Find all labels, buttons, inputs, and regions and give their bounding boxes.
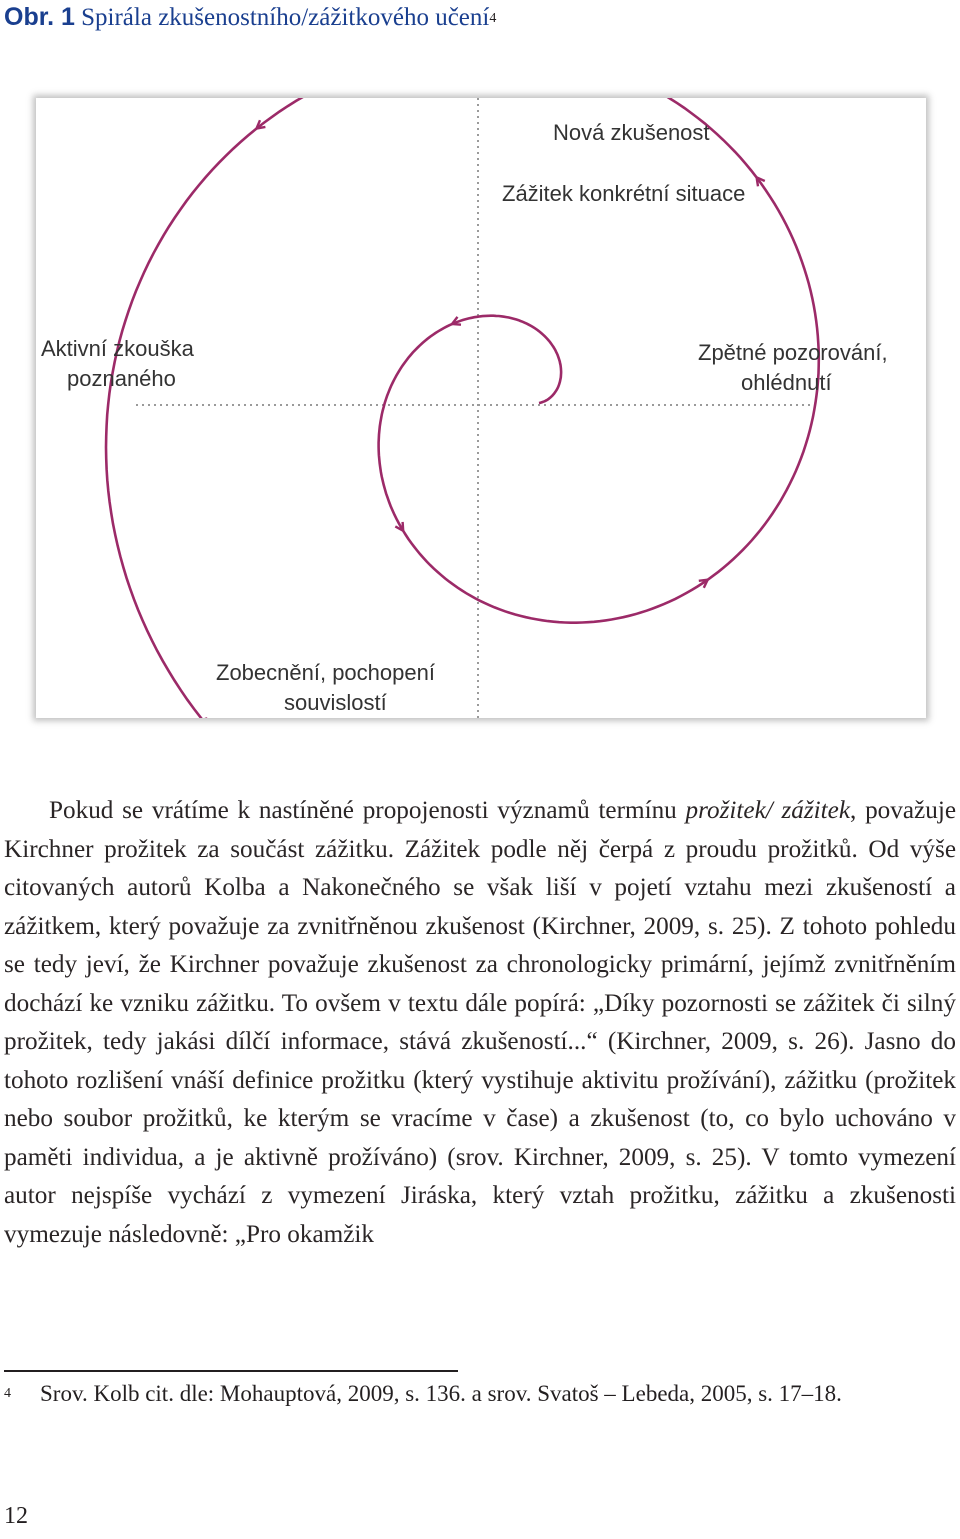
- page-number: 12: [4, 1503, 28, 1529]
- emphasis-term: prožitek/ zážitek: [685, 797, 851, 824]
- figure-caption: [4, 0, 496, 35]
- label-concrete-experience: Zážitek konkrétní situace: [502, 181, 746, 206]
- label-reflective-observation: Zpětné pozorování, ohlédnutí: [698, 340, 888, 395]
- footnote-reference: 4: [489, 11, 497, 26]
- spiral-figure: [36, 98, 926, 718]
- body-paragraph: [4, 792, 956, 1254]
- figure-caption-title: Spirála zkušenostního/zážitkového učení: [81, 4, 490, 31]
- footnote: [4, 1378, 842, 1410]
- label-active-experimentation: Aktivní zkouška poznaného: [41, 336, 194, 391]
- footnote-text: Srov. Kolb cit. dle: Mohauptová, 2009, s. 136. a srov. Svatoš – Lebeda, 2005, s. 17–18.: [40, 1381, 842, 1406]
- footnote-mark: 4: [4, 1386, 11, 1401]
- figure-caption-label: Obr. 1: [4, 3, 75, 31]
- paragraph-1: Pokud se vrátíme k nastíněné propojenosti významů termínu prožitek/ zážitek, považuje Kirchner prožitek za součást zážitku. Zážitek podle něj čerpá z proudu prožitků. Od výše citovaných autorů Kolba a Nakonečného se však liší v pojetí vztahu mezi zkušeností a zážitkem, který považuje za zvnitřněnou zkušenost (Kirchner, 2009, s. 25). Z tohoto pohledu se tedy jeví, že Kirchner považuje zkušenost za chronologicky primární, jejímž zvnitřněním dochází ke vzniku zážitku. To ovšem v textu dále popírá: „Díky pozornosti se zážitek či silný prožitek, tedy jakási dílčí informace, stává zkušeností...“ (Kirchner, 2009, s. 26). Jasno do tohoto rozlišení vnáší definice prožitku (který vystihuje aktivitu prožívání), zážitku (prožitek nebo soubor prožitků, ke kterým se vracíme v čase) a zkušenost (to, co bylo uchováno v paměti individua, a je aktivně prožíváno) (srov. Kirchner, 2009, s. 25). V tomto vymezení autor nejspíše vychází z vymezení Jiráska, který vztah prožitku, zážitku a zkušenosti vymezuje následovně: „Pro okamžik: [4, 797, 956, 1248]
- label-new-experience: Nová zkušenost: [553, 120, 710, 145]
- footnote-separator: [4, 1370, 458, 1372]
- label-abstract-conceptualization: Zobecnění, pochopení souvislostí: [216, 660, 435, 715]
- spiral-diagram: [36, 98, 926, 718]
- spiral-curve: [36, 98, 926, 718]
- spiral-arrows: [61, 98, 926, 718]
